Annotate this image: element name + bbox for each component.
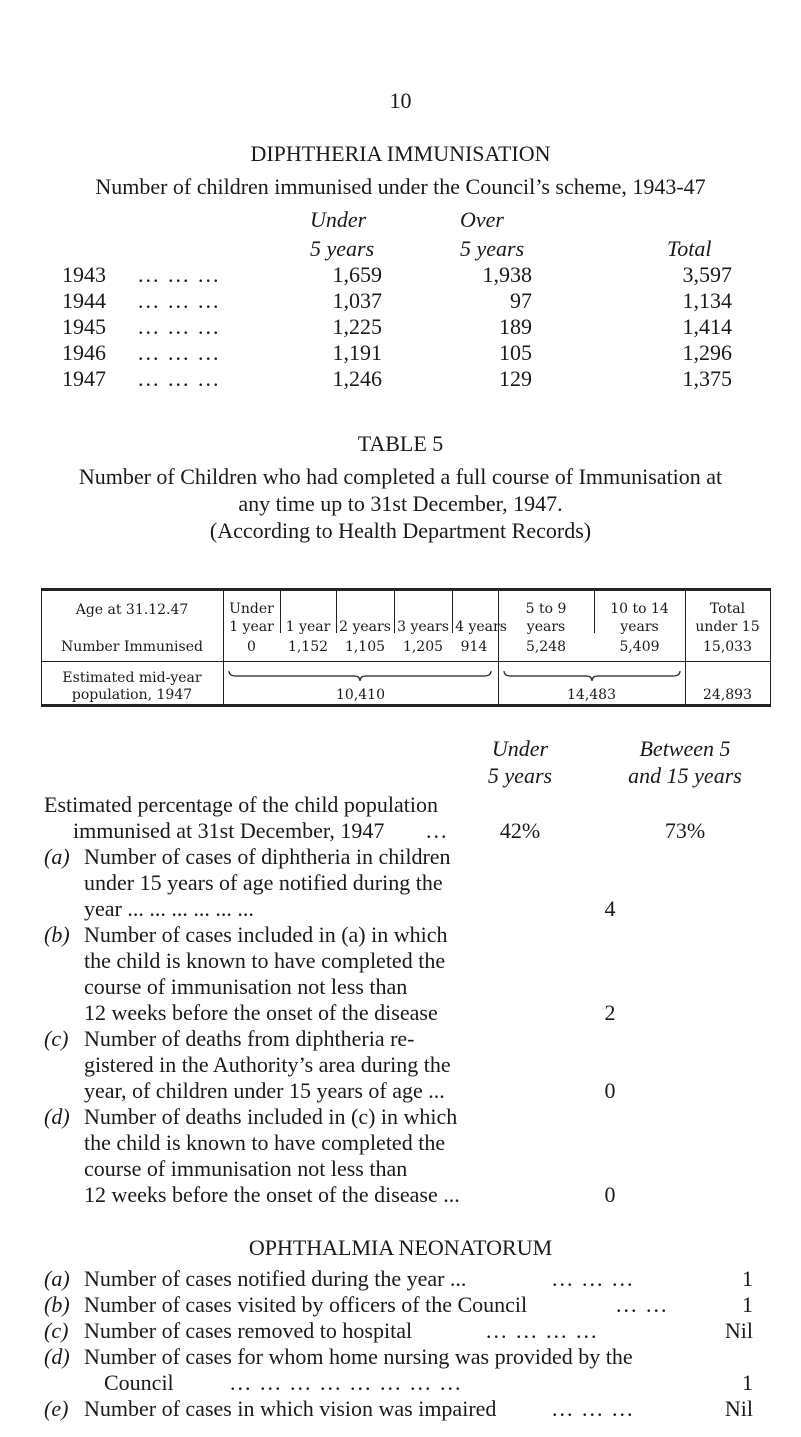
pct-line-1: Estimated percentage of the child population — [44, 792, 439, 817]
under5-brace — [228, 670, 493, 682]
row-under: 1,246 — [332, 366, 382, 391]
pct-col-between-2: and 15 years — [628, 763, 742, 788]
pct-col-between: Between 5 — [639, 736, 731, 761]
oph-value: Nil — [724, 1396, 753, 1421]
diphtheria-title: DIPHTHERIA IMMUNISATION — [250, 141, 551, 166]
case-line: course of immunisation not less than — [84, 974, 408, 999]
case-line: under 15 years of age notified during the — [84, 870, 443, 895]
oph-text: Number of cases visited by officers of the Council — [84, 1292, 528, 1317]
case-line: year ... ... ... ... ... ... — [84, 896, 254, 921]
table5-caption-1: Number of Children who had completed a full course of Immunisation at — [78, 464, 723, 489]
row-total: 3,597 — [682, 262, 732, 287]
ophthalmia-title: OPHTHALMIA NEONATORUM — [248, 1235, 553, 1260]
oph-value: 1 — [742, 1266, 753, 1291]
col-under-label: Under — [310, 207, 367, 232]
header-10to14-b: years — [620, 619, 659, 635]
col-under-label-2: 5 years — [310, 236, 375, 261]
pct-col-under-2: 5 years — [487, 763, 553, 788]
row-total: 1,375 — [682, 366, 732, 391]
row-dots: ... ... ... — [138, 366, 221, 391]
oph-value: Nil — [724, 1318, 753, 1343]
header-2-years: 2 years — [339, 619, 391, 635]
case-line: Number of deaths included in (c) in which — [84, 1104, 458, 1129]
row-year: 1947 — [62, 366, 106, 391]
table5-title: TABLE 5 — [357, 431, 444, 456]
col-over-label-2: 5 years — [460, 236, 525, 261]
oph-label: (d) — [44, 1344, 70, 1369]
header-5to9: 5 to 9 — [525, 601, 567, 617]
row-dots: ... ... ... — [138, 340, 221, 365]
row-total: 1,414 — [682, 314, 732, 339]
case-label: (d) — [44, 1104, 70, 1129]
population-total: 24,893 — [703, 687, 752, 703]
header-total-b: under 15 — [695, 619, 760, 635]
case-line: the child is known to have completed the — [84, 948, 446, 973]
case-line: course of immunisation not less than — [84, 1156, 408, 1181]
oph-text: Number of cases in which vision was impaired — [84, 1396, 497, 1421]
diphtheria-subtitle: Number of children immunised under the Council’s scheme, 1943-47 — [95, 174, 706, 199]
case-line: Number of cases of diphtheria in children — [84, 844, 451, 869]
row-dots: ... ... ... — [138, 262, 221, 287]
case-line: 12 weeks before the onset of the disease — [84, 1000, 438, 1025]
population-5to14: 14,483 — [567, 687, 616, 703]
immunised-under1: 0 — [247, 639, 256, 655]
case-value: 0 — [604, 1078, 616, 1103]
header-under1: Under — [229, 601, 274, 617]
oph-dots: ... ... ... ... ... ... ... ... — [230, 1370, 463, 1395]
pct-dots: ... — [426, 818, 449, 843]
row-over: 189 — [499, 314, 532, 339]
row-year: 1943 — [62, 262, 106, 287]
5to14-brace — [503, 670, 681, 682]
row-under: 1,225 — [332, 314, 382, 339]
pct-line-2: immunised at 31st December, 1947 — [73, 818, 385, 843]
case-line: year, of children under 15 years of age ... — [84, 1078, 445, 1103]
immunised-2: 1,105 — [344, 639, 386, 655]
oph-dots: ... ... — [616, 1292, 669, 1317]
case-line: 12 weeks before the onset of the disease ... — [84, 1182, 460, 1207]
oph-label: (b) — [44, 1292, 70, 1317]
col-over-label: Over — [460, 207, 504, 232]
oph-text: Number of cases for whom home nursing was provided by the — [84, 1344, 633, 1369]
row-under: 1,191 — [332, 340, 382, 365]
header-10to14: 10 to 14 — [610, 601, 669, 617]
row-over: 1,938 — [482, 262, 532, 287]
case-line: Number of cases included in (a) in which — [84, 922, 448, 947]
population-label: Estimated mid-year — [62, 670, 202, 686]
header-4-years: 4 years — [455, 619, 507, 635]
row-dots: ... ... ... — [138, 314, 221, 339]
case-label: (a) — [44, 844, 70, 869]
oph-dots: ... ... ... ... — [486, 1318, 599, 1343]
row-year: 1944 — [62, 288, 106, 313]
header-3-years: 3 years — [397, 619, 449, 635]
population-under5: 10,410 — [336, 687, 385, 703]
immunised-1: 1,152 — [287, 639, 329, 655]
oph-text-2: Council — [104, 1370, 174, 1395]
row-over: 129 — [499, 366, 532, 391]
col-total-label: Total — [667, 236, 712, 261]
row-year: 1946 — [62, 340, 106, 365]
table5-caption-2: any time up to 31st December, 1947. — [238, 491, 563, 516]
oph-text: Number of cases removed to hospital — [84, 1318, 413, 1343]
oph-text: Number of cases notified during the year ... — [84, 1266, 467, 1291]
header-under1-b: 1 year — [229, 619, 274, 635]
immunised-3: 1,205 — [402, 639, 444, 655]
pct-value-under: 42% — [499, 818, 541, 843]
header-total: Total — [709, 601, 746, 617]
row-total: 1,134 — [682, 288, 732, 313]
row-dots: ... ... ... — [138, 288, 221, 313]
row-over: 105 — [499, 340, 532, 365]
oph-dots: ... ... ... — [552, 1266, 635, 1291]
row-total: 1,296 — [682, 340, 732, 365]
case-value: 4 — [604, 896, 616, 921]
row-under: 1,659 — [332, 262, 382, 287]
row-over: 97 — [510, 288, 532, 313]
population-label-2: population, 1947 — [71, 687, 193, 703]
header-age: Age at 31.12.47 — [75, 602, 189, 618]
case-label: (b) — [44, 922, 70, 947]
header-5to9-b: years — [526, 619, 566, 635]
case-value: 0 — [604, 1182, 616, 1207]
oph-label: (a) — [44, 1266, 70, 1291]
oph-value: 1 — [742, 1370, 753, 1395]
case-line: gistered in the Authority’s area during the — [84, 1052, 451, 1077]
case-line: Number of deaths from diphtheria re- — [84, 1026, 415, 1051]
case-value: 2 — [604, 1000, 616, 1025]
page-number: 10 — [389, 88, 412, 113]
table5-caption-3: (According to Health Department Records) — [209, 518, 592, 543]
pct-col-under: Under — [491, 736, 549, 761]
oph-label: (c) — [44, 1318, 69, 1343]
immunised-label: Number Immunised — [61, 639, 203, 655]
case-label: (c) — [44, 1026, 69, 1051]
immunised-total: 15,033 — [703, 639, 752, 655]
oph-value: 1 — [742, 1292, 753, 1317]
immunised-10to14: 5,409 — [619, 639, 660, 655]
pct-value-between: 73% — [664, 818, 706, 843]
immunised-4: 914 — [460, 639, 488, 655]
oph-label: (e) — [44, 1396, 69, 1421]
immunised-5to9: 5,248 — [525, 639, 567, 655]
row-under: 1,037 — [332, 288, 382, 313]
case-line: the child is known to have completed the — [84, 1130, 446, 1155]
oph-dots: ... ... ... — [552, 1396, 635, 1421]
row-year: 1945 — [62, 314, 106, 339]
header-1-year: 1 year — [285, 619, 331, 635]
